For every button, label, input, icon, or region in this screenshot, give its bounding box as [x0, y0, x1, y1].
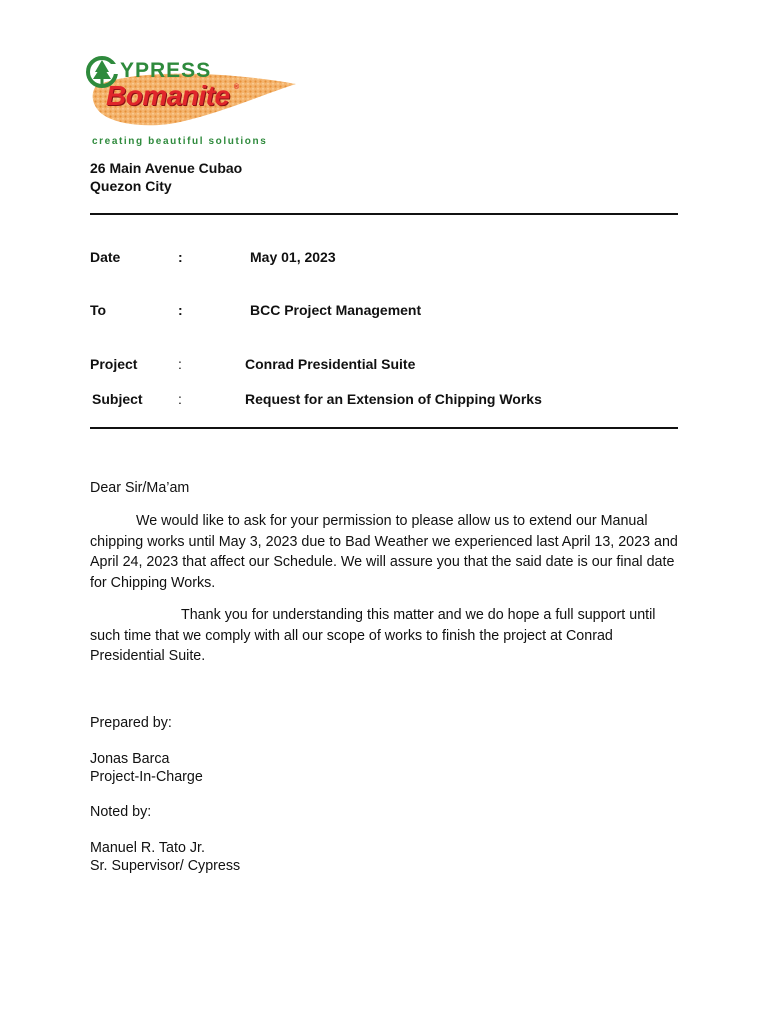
logo-tagline: creating beautiful solutions	[92, 136, 268, 147]
letter-paragraph-2: Thank you for understanding this matter and we do hope a full support until such time that we comply with all our scope of works to finish the project at Conrad Presidential Suite.	[90, 607, 656, 664]
project-colon: :	[178, 356, 182, 372]
to-label: To	[90, 302, 107, 318]
preparer-name: Jonas Barca	[90, 751, 170, 767]
preparer-title: Project-In-Charge	[90, 769, 203, 785]
logo-brand-top: YPRESS	[120, 59, 212, 82]
address-line-2: Quezon City	[90, 178, 172, 194]
subject-colon: :	[178, 391, 182, 407]
noter-title: Sr. Supervisor/ Cypress	[90, 858, 241, 874]
subject-label: Subject	[92, 391, 143, 407]
header-divider-top	[90, 213, 678, 215]
date-label: Date	[90, 249, 121, 265]
noter-name: Manuel R. Tato Jr.	[90, 840, 205, 856]
address-line-1: 26 Main Avenue Cubao	[90, 160, 243, 176]
prepared-by-label: Prepared by:	[90, 715, 172, 731]
company-address	[90, 159, 242, 195]
salutation: Dear Sir/Ma’am	[90, 480, 190, 496]
letter-paragraph-1: We would like to ask for your permission to please allow us to extend our Manual chipping works until May 3, 2023 due to Bad Weather we experienced last April 13, 2023 and April 24, 2023 that affect our Schedule. We will assure you that the said date is our final date for Chipping Works.	[90, 513, 678, 591]
to-colon: :	[178, 302, 183, 318]
company-logo	[84, 50, 304, 150]
header-divider-bottom	[90, 427, 678, 429]
project-label: Project	[90, 356, 138, 372]
subject-value: Request for an Extension of Chipping Works	[245, 391, 542, 407]
logo-brand-main: Bomanite	[106, 80, 230, 111]
date-value: May 01, 2023	[250, 249, 336, 265]
noted-by-label: Noted by:	[90, 804, 152, 820]
project-value: Conrad Presidential Suite	[245, 356, 416, 372]
date-colon: :	[178, 249, 183, 265]
to-value: BCC Project Management	[250, 302, 422, 318]
logo-registered-mark: ®	[234, 84, 240, 91]
